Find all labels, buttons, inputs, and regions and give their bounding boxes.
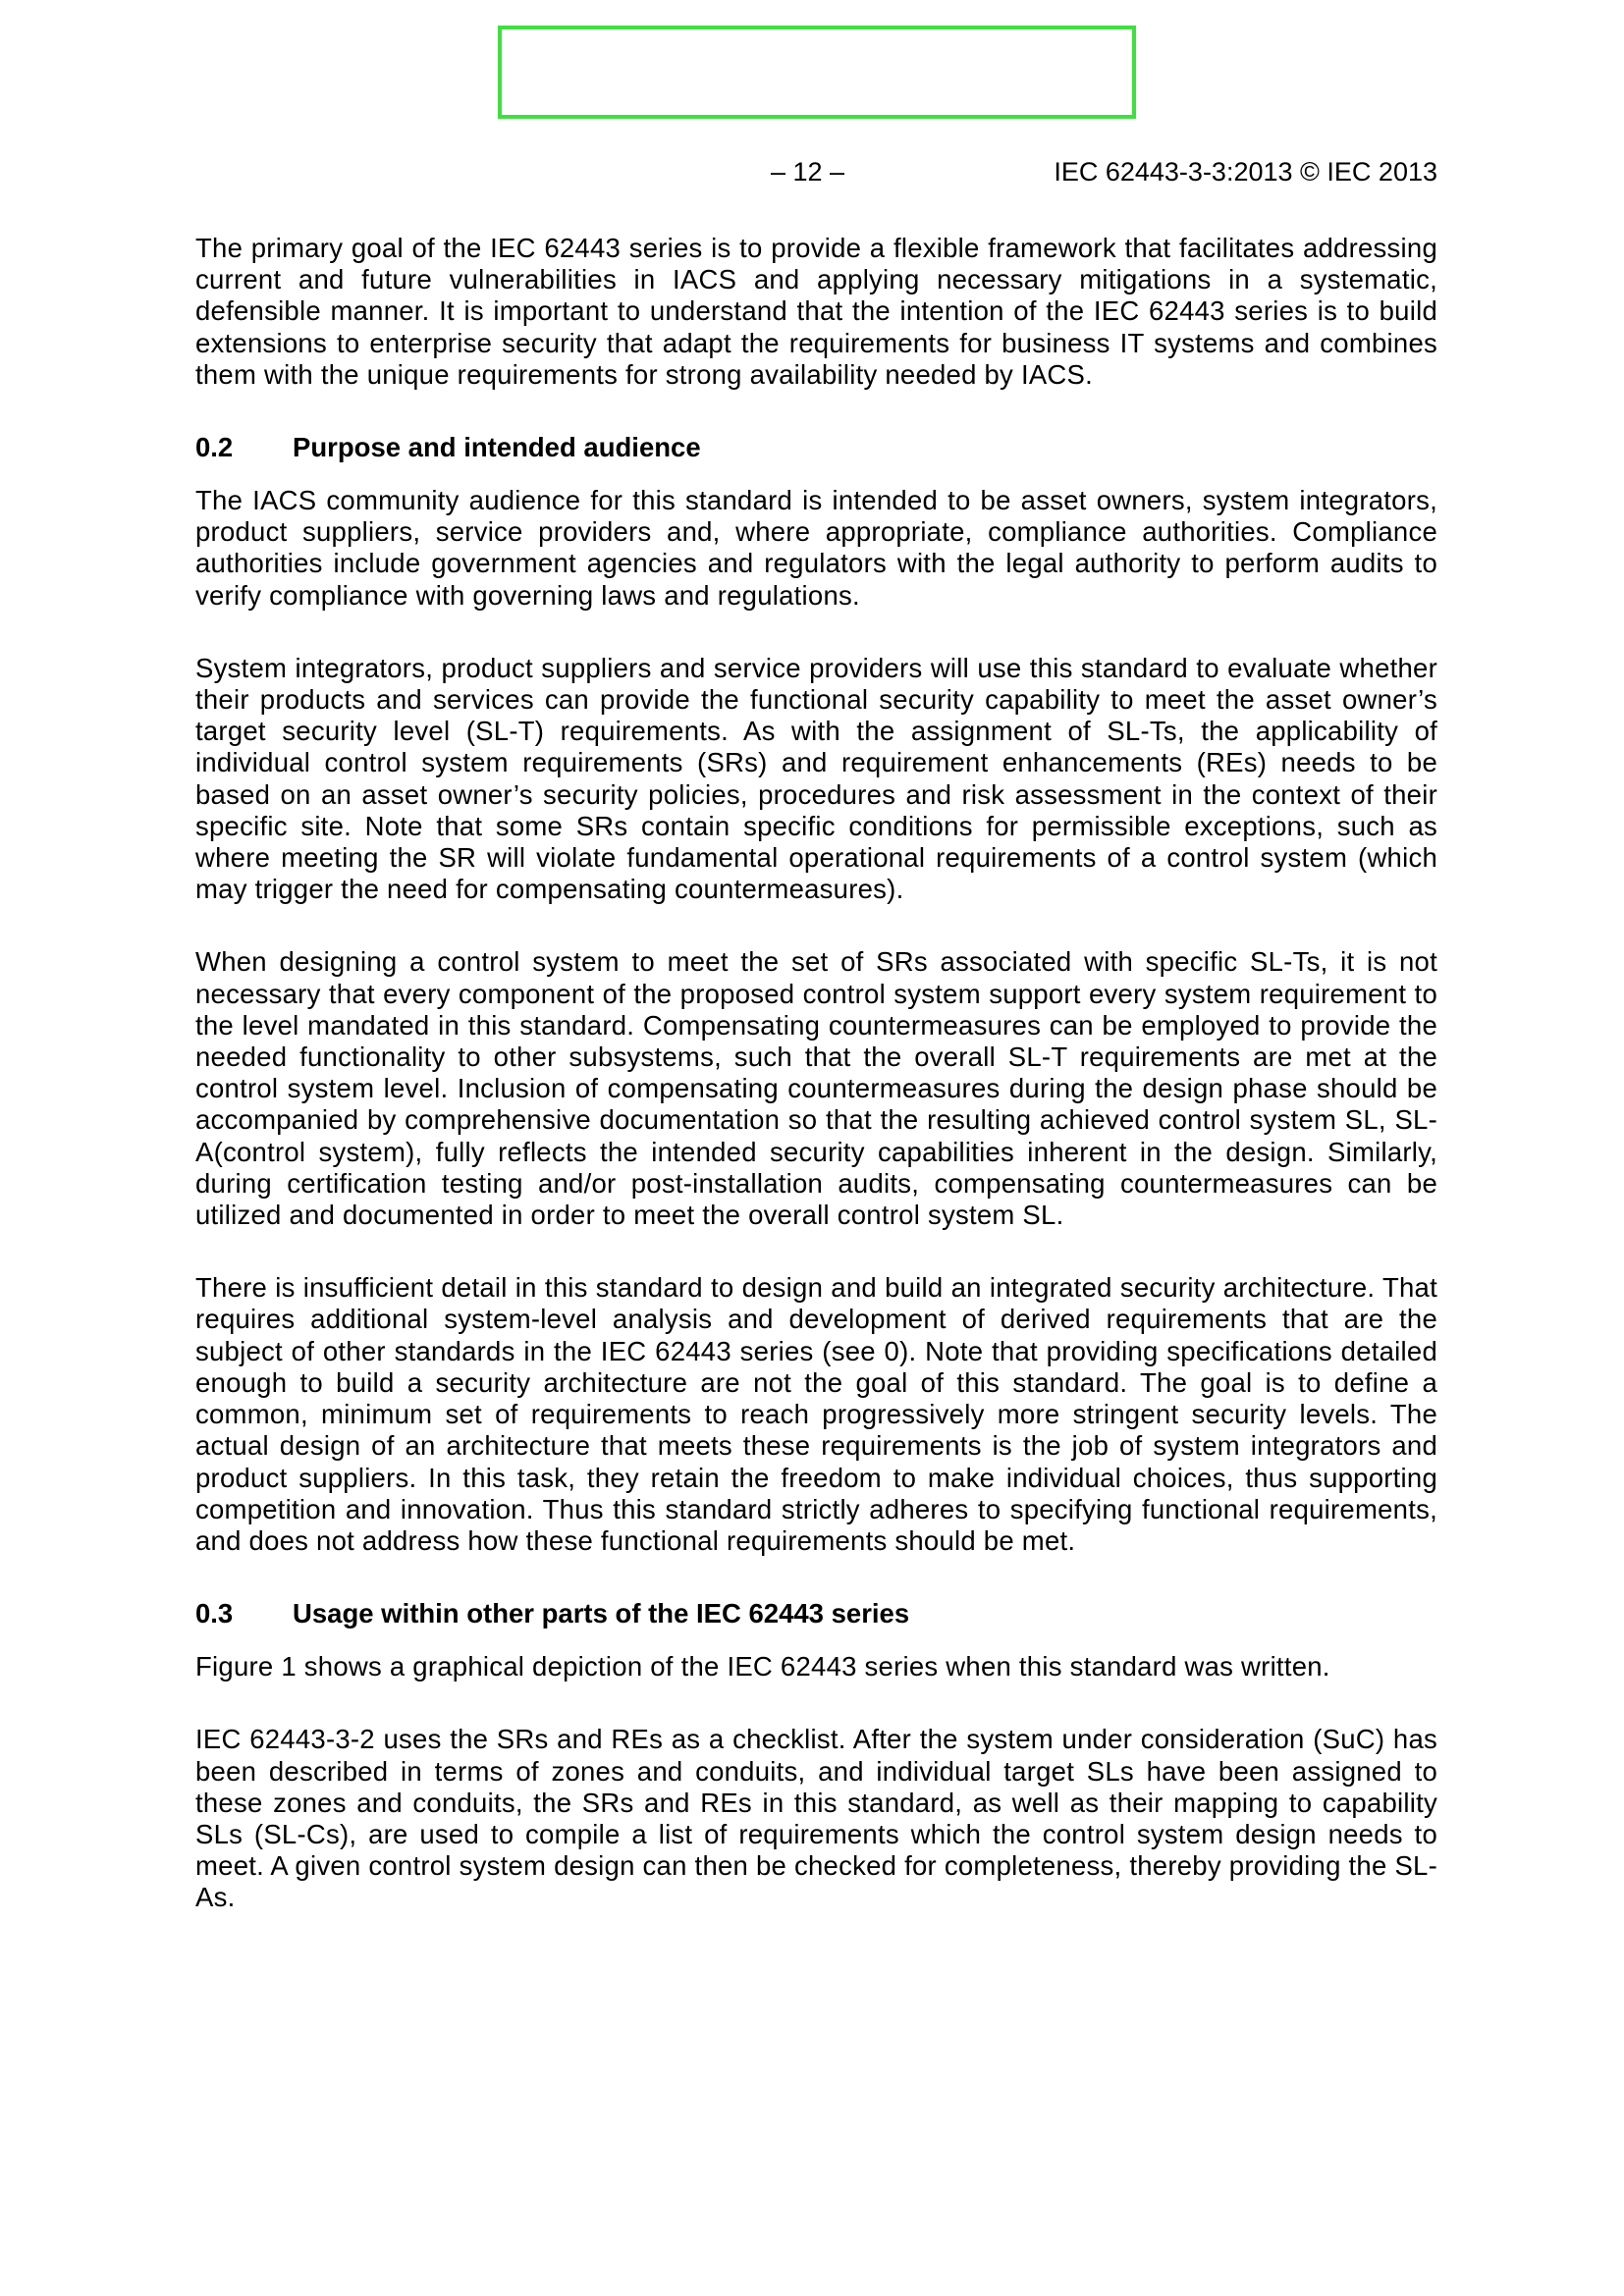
section-title: Usage within other parts of the IEC 62443 series — [293, 1598, 910, 1629]
paragraph-checklist: IEC 62443‑3‑2 uses the SRs and REs as a checklist. After the system under consideration (SuC) has been described in terms of zones and conduits, and individual target SLs have been assigned to these zones and conduits, the SRs and REs in this standard, as well as their mapping to capability SLs (SL-Cs), are used to compile a list of requirements which the control system design needs to meet. A given control system design can then be checked for completeness, thereby providing the SL-As. — [195, 1724, 1437, 1913]
document-reference: IEC 62443-3-3:2013 © IEC 2013 — [1054, 157, 1437, 187]
paragraph-figure-reference: Figure 1 shows a graphical depiction of the IEC 62443 series when this standard was written. — [195, 1651, 1330, 1682]
paragraph-insufficient-detail: There is insufficient detail in this standard to design and build an integrated security architecture. That requires additional system-level analysis and development of derived requirements that are the subject of other standards in the IEC 62443 series (see 0). Note that providing specifications detailed enough to build a security architecture are not the goal of this standard. The goal is to define a common, minimum set of requirements to reach progressively more stringent security levels. The actual design of an architecture that meets these requirements is the job of system integrators and product suppliers. In this task, they retain the freedom to make individual choices, thus supporting competition and innovation. Thus this standard strictly adheres to specifying functional requirements, and does not address how these functional requirements should be met. — [195, 1272, 1437, 1556]
paragraph-designing: When designing a control system to meet the set of SRs associated with specific SL-Ts, it is not necessary that every component of the proposed control system support every system requirement to the level mandated in this standard. Compensating countermeasures can be employed to provide the needed functionality to other subsystems, such that the overall SL-T requirements are met at the control system level. Inclusion of compensating countermeasures during the design phase should be accompanied by comprehensive documentation so that the resulting achieved control system SL, SL-A(control system), fully reflects the intended security capabilities inherent in the design. Similarly, during certification testing and/or post-installation audits, compensating countermeasures can be utilized and documented in order to meet the overall control system SL. — [195, 946, 1437, 1231]
section-heading-0-2 — [195, 432, 1437, 463]
section-number: 0.2 — [195, 432, 234, 463]
paragraph-integrators: System integrators, product suppliers and service providers will use this standard to evaluate whether their products and services can provide the functional security capability to meet the asset owner’s target security level (SL-T) requirements. As with the assignment of SL-Ts, the applicability of individual control system requirements (SRs) and requirement enhancements (REs) needs to be based on an asset owner’s security policies, procedures and risk assessment in the context of their specific site. Note that some SRs contain specific conditions for permissible exceptions, such as where meeting the SR will violate fundamental operational requirements of a control system (which may trigger the need for compensating countermeasures). — [195, 652, 1437, 905]
section-heading-0-3 — [195, 1598, 1437, 1629]
page-header — [195, 152, 1437, 191]
paragraph-audience: The IACS community audience for this standard is intended to be asset owners, system integrators, product suppliers, service providers and, where appropriate, compliance authorities. Compliance authorities include government agencies and regulators with the legal authority to perform audits to verify compliance with governing laws and regulations. — [195, 485, 1437, 611]
header-highlight-box — [498, 26, 1136, 119]
section-title: Purpose and intended audience — [293, 432, 701, 463]
page-body — [195, 233, 1437, 1955]
intro-paragraph: The primary goal of the IEC 62443 series is to provide a flexible framework that facilitates addressing current and future vulnerabilities in IACS and applying necessary mitigations in a systematic, defensible manner. It is important to understand that the intention of the IEC 62443 series is to build extensions to enterprise security that adapt the requirements for business IT systems and combines them with the unique requirements for strong availability needed by IACS. — [195, 233, 1437, 390]
section-number: 0.3 — [195, 1598, 234, 1629]
page-number: – 12 – — [771, 157, 845, 187]
